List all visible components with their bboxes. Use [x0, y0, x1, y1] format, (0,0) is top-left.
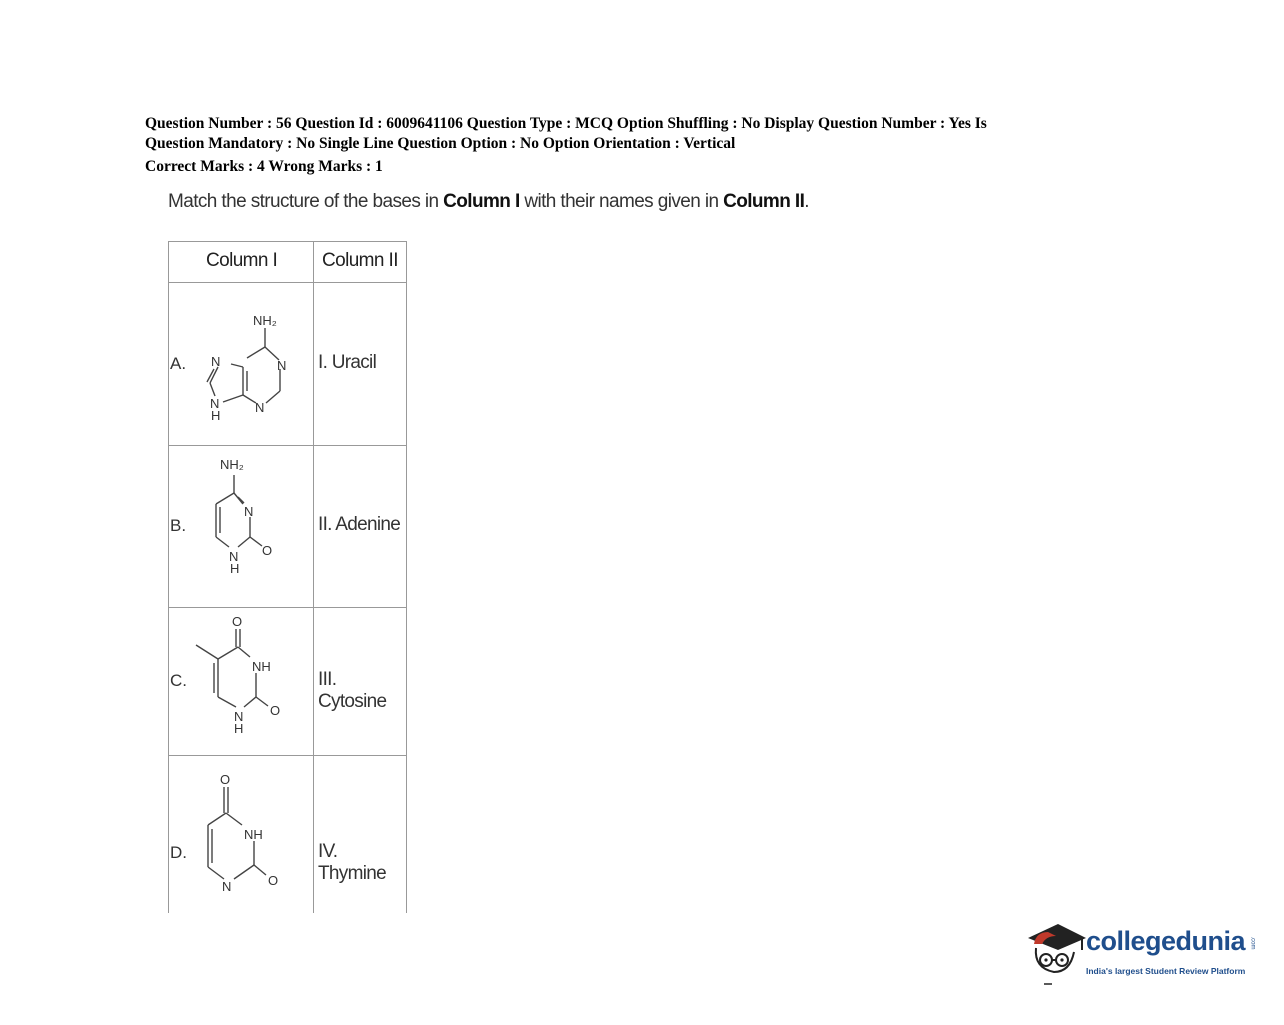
- adenine-structure: [198, 311, 298, 431]
- table-border-left: [168, 241, 169, 913]
- atom-label: NH₂: [220, 457, 244, 472]
- mascot-icon: [1024, 918, 1088, 988]
- row-c-label: C.: [170, 671, 187, 690]
- metadata-line-2: Question Mandatory : No Single Line Question Option : No Option Orientation : Vertical: [145, 134, 736, 152]
- row-d-label: D.: [170, 843, 187, 862]
- atom-label: H: [234, 721, 244, 736]
- prompt-suffix: .: [804, 191, 809, 212]
- logo-brand-text: collegedunia: [1086, 926, 1246, 956]
- table-row-divider: [168, 607, 407, 608]
- column-2-header: Column II: [322, 250, 398, 271]
- atom-label: O: [270, 703, 281, 718]
- atom-label: O: [220, 772, 231, 787]
- atom-label: N: [211, 354, 221, 369]
- metadata-marks: Correct Marks : 4 Wrong Marks : 1: [145, 158, 383, 175]
- atom-label: N: [234, 709, 244, 724]
- table-column-divider: [313, 241, 314, 913]
- atom-label: N: [277, 358, 287, 373]
- row-a-name: I. Uracil: [318, 352, 377, 373]
- logo-domain-suffix: .com: [1249, 936, 1256, 950]
- table-row-divider: [168, 445, 407, 446]
- row-a-label: A.: [170, 354, 187, 373]
- collegedunia-logo: [1024, 918, 1264, 988]
- logo-tagline: India's largest Student Review Platform: [1086, 966, 1246, 976]
- atom-label: N: [210, 396, 220, 411]
- atom-label: N: [255, 400, 265, 415]
- row-d-name: IV. Thymine: [318, 841, 386, 884]
- atom-label: N: [229, 549, 239, 564]
- prompt-column-1: Column I: [443, 191, 520, 212]
- atom-label: H: [230, 561, 240, 576]
- table-row-divider: [168, 755, 407, 756]
- atom-label: N: [244, 504, 254, 519]
- row-c-name: III. Cytosine: [318, 669, 387, 712]
- question-prompt: [168, 191, 809, 213]
- question-metadata: [145, 114, 1145, 177]
- column-1-header: Column I: [206, 250, 278, 271]
- match-table: [168, 241, 407, 913]
- cytosine-structure: [198, 451, 298, 591]
- metadata-line-1: Question Number : 56 Question Id : 6009641106 Question Type : MCQ Option Shuffling : No Display Question Number : Yes Is: [145, 115, 987, 132]
- row-b-name: II. Adenine: [318, 514, 401, 535]
- atom-label: O: [262, 543, 273, 558]
- table-header-divider: [168, 282, 407, 283]
- atom-label: O: [268, 873, 279, 888]
- prompt-prefix: Match the structure of the bases in: [168, 191, 444, 212]
- atom-label: NH: [244, 827, 263, 842]
- table-border-right: [406, 241, 407, 913]
- atom-label: NH₂: [253, 313, 277, 328]
- thymine-structure: [194, 611, 294, 751]
- table-border-top: [168, 241, 407, 242]
- prompt-middle: with their names given in: [519, 191, 724, 212]
- atom-label: NH: [252, 659, 271, 674]
- atom-label: O: [232, 614, 243, 629]
- uracil-structure: [204, 767, 304, 913]
- row-b-label: B.: [170, 516, 187, 535]
- prompt-column-2: Column II: [723, 191, 805, 212]
- atom-label: N: [222, 879, 232, 894]
- atom-label: H: [211, 408, 221, 423]
